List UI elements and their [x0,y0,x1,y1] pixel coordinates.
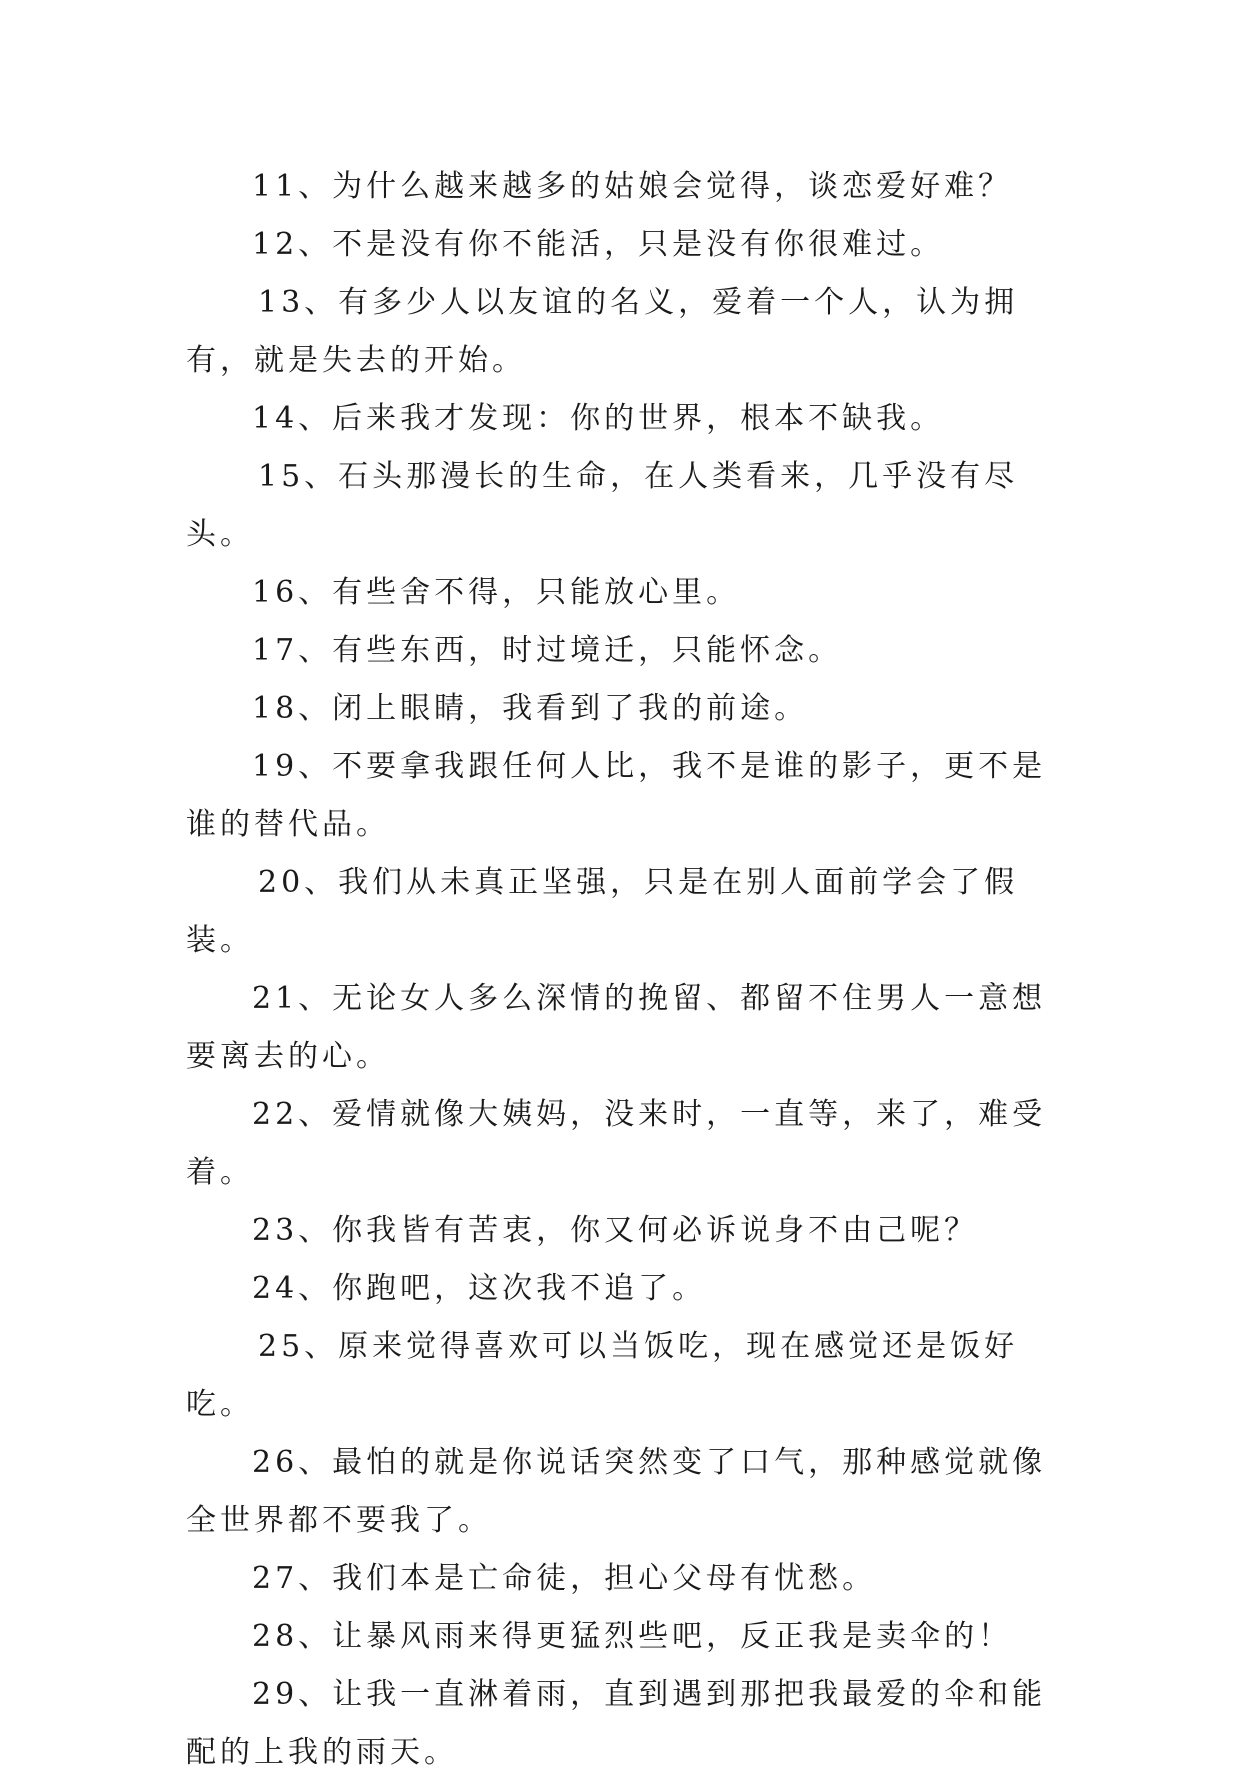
quote-paragraph: 25、原来觉得喜欢可以当饭吃，现在感觉还是饭好吃。 [186,1329,1019,1422]
quote-paragraph: 14、后来我才发现：你的世界，根本不缺我。 [252,401,945,436]
quote-paragraph: 20、我们从未真正坚强，只是在别人面前学会了假装。 [186,865,1019,958]
quote-paragraph: 21、无论女人多么深情的挽留、都留不住男人一意想要离去的心。 [186,981,1047,1074]
quote-paragraph: 18、闭上眼睛，我看到了我的前途。 [252,691,809,726]
quote-paragraph: 17、有些东西，时过境迁，只能怀念。 [252,633,843,668]
quote-paragraph: 12、不是没有你不能活，只是没有你很难过。 [252,227,945,262]
quote-paragraph: 13、有多少人以友谊的名义，爱着一个人，认为拥有，就是失去的开始。 [186,285,1019,378]
quote-paragraph: 15、石头那漫长的生命，在人类看来，几乎没有尽头。 [186,459,1019,552]
quote-paragraph: 23、你我皆有苦衷，你又何必诉说身不由己呢？ [252,1213,979,1248]
quote-paragraph: 11、为什么越来越多的姑娘会觉得，谈恋爱好难？ [252,169,1013,204]
quote-paragraph: 29、让我一直淋着雨，直到遇到那把我最爱的伞和能配的上我的雨天。 [186,1677,1047,1770]
quote-paragraph: 22、爱情就像大姨妈，没来时，一直等，来了，难受着。 [186,1097,1047,1190]
quote-paragraph: 27、我们本是亡命徒，担心父母有忧愁。 [252,1561,877,1596]
quote-list [186,158,1066,1782]
quote-paragraph: 16、有些舍不得，只能放心里。 [252,575,741,610]
quote-paragraph: 24、你跑吧，这次我不追了。 [252,1271,707,1306]
quote-paragraph: 26、最怕的就是你说话突然变了口气，那种感觉就像全世界都不要我了。 [186,1445,1047,1538]
quote-paragraph: 19、不要拿我跟任何人比，我不是谁的影子，更不是谁的替代品。 [186,749,1047,842]
quote-paragraph: 28、让暴风雨来得更猛烈些吧，反正我是卖伞的！ [252,1619,1013,1654]
